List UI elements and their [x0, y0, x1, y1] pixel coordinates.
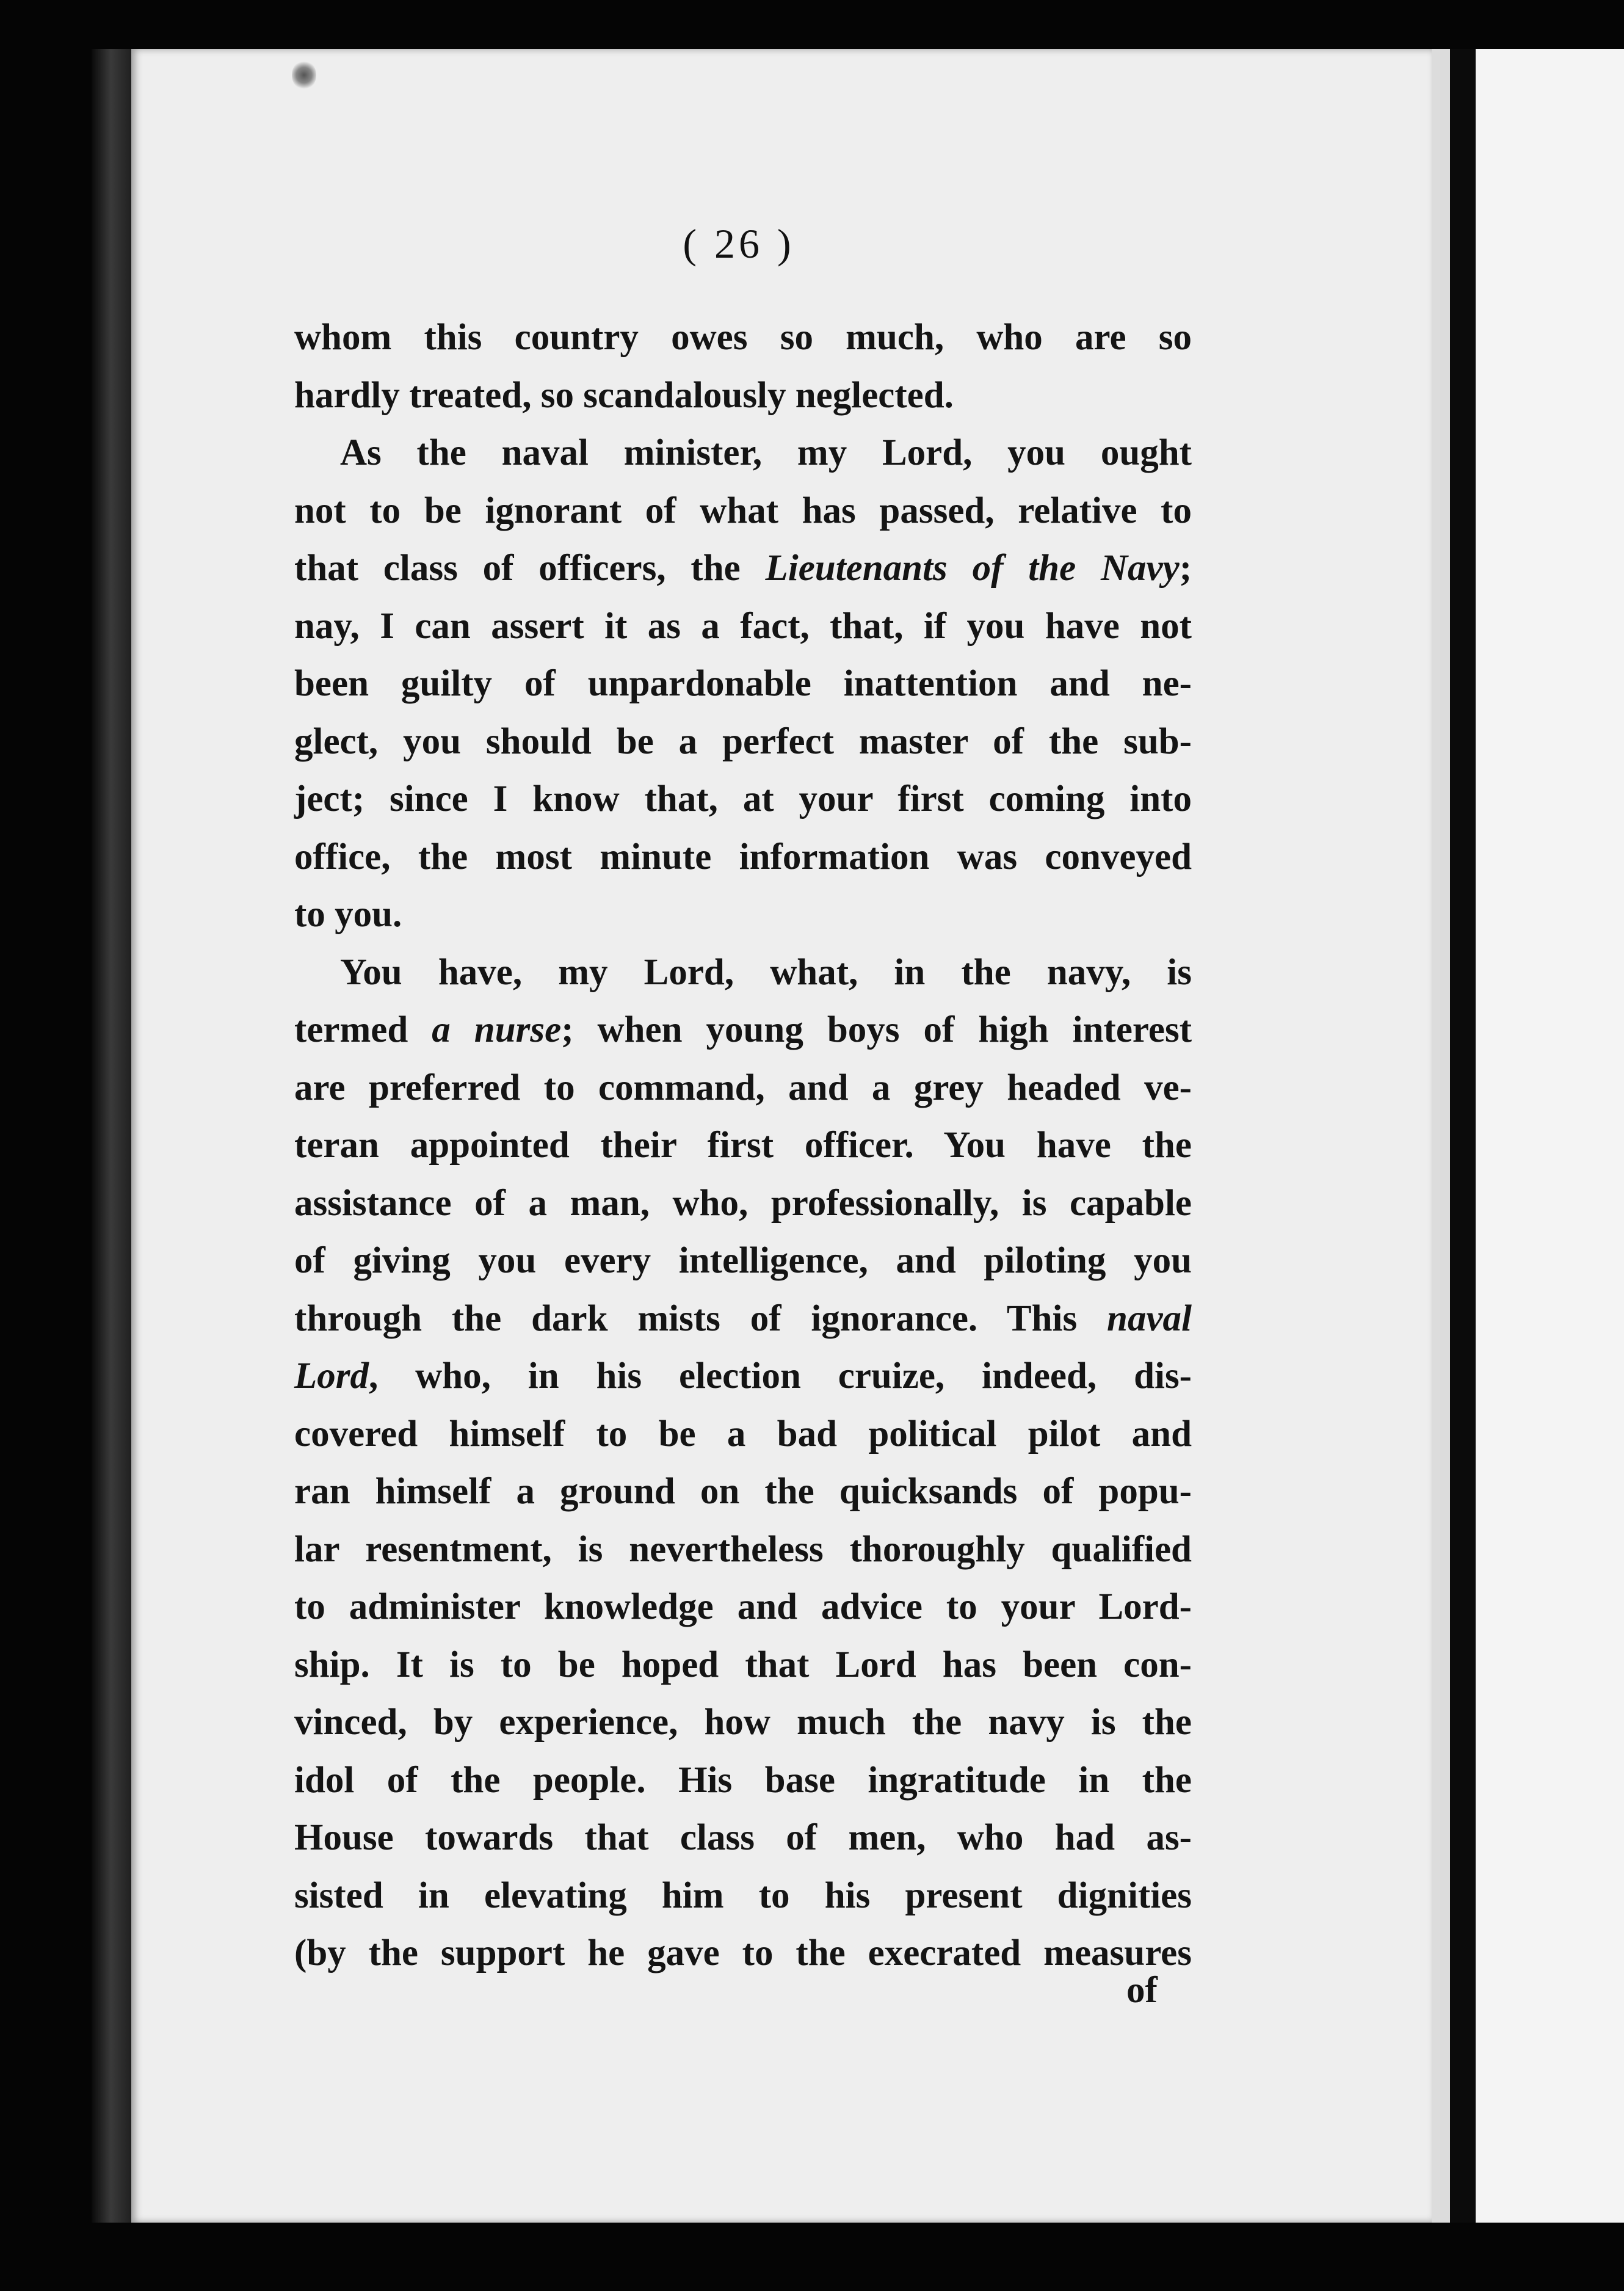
text-line: covered himself to be a bad political pilot and — [294, 1413, 1192, 1454]
text-line: vinced, by experience, how much the navy is the — [294, 1702, 1192, 1743]
text-line: whom this country owes so much, who are so — [294, 317, 1192, 358]
text-line: to you. — [294, 894, 402, 935]
text-line: ran himself a ground on the quicksands of popu- — [294, 1471, 1192, 1512]
page-gutter — [1432, 49, 1450, 2223]
catchword: of — [1126, 1970, 1158, 2011]
text-line: to administer knowledge and advice to your Lord- — [294, 1586, 1192, 1627]
text-line: sisted in elevating him to his present dignities — [294, 1875, 1192, 1916]
text-line: hardly treated, so scandalously neglected. — [294, 374, 954, 416]
text-line: through the dark mists of ignorance. This naval — [294, 1298, 1192, 1339]
facing-page-edge — [1476, 49, 1624, 2223]
text-line: You have, my Lord, what, in the navy, is — [340, 951, 1192, 993]
text-line: nay, I can assert it as a fact, that, if you have not — [294, 605, 1192, 647]
text-line: termed a nurse; when young boys of high interest — [294, 1009, 1192, 1050]
text-line: ject; since I know that, at your first coming into — [294, 779, 1192, 819]
text-line: glect, you should be a perfect master of the sub- — [294, 721, 1192, 762]
text-line: assistance of a man, who, professionally, is capable — [294, 1182, 1192, 1224]
text-line: been guilty of unpardonable inattention and ne- — [294, 663, 1192, 704]
text-line: teran appointed their first officer. You have the — [294, 1125, 1192, 1166]
text-line: (by the support he gave to the execrated measures — [294, 1933, 1192, 1973]
text-line: idol of the people. His base ingratitude in the — [294, 1759, 1192, 1801]
page-number: ( 26 ) — [683, 220, 795, 267]
ink-smudge — [292, 60, 316, 90]
body-text — [294, 309, 1192, 1983]
text-line: of giving you every intelligence, and piloting you — [294, 1240, 1192, 1281]
text-line: lar resentment, is nevertheless thoroughly qualified — [294, 1528, 1192, 1570]
text-line: ship. It is to be hoped that Lord has been con- — [294, 1644, 1192, 1685]
text-line: not to be ignorant of what has passed, relative to — [294, 490, 1192, 531]
text-line: are preferred to command, and a grey headed ve- — [294, 1067, 1192, 1108]
text-line: Lord, who, in his election cruize, indeed, dis- — [294, 1356, 1192, 1396]
text-line: that class of officers, the Lieutenants of the Navy; — [294, 548, 1192, 589]
text-line: As the naval minister, my Lord, you ought — [340, 432, 1192, 473]
book-spine — [1450, 49, 1476, 2223]
text-line: House towards that class of men, who had as- — [294, 1817, 1192, 1858]
text-line: office, the most minute information was conveyed — [294, 836, 1192, 877]
page-edge-left — [92, 49, 134, 2223]
